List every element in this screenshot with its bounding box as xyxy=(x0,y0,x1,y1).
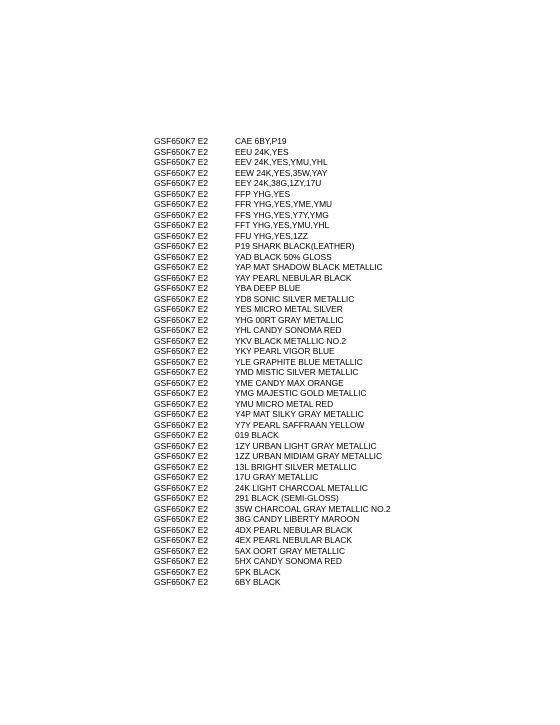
model-code: GSF650K7 E2 xyxy=(154,535,209,545)
color-description: 38G CANDY LIBERTY MAROON xyxy=(235,514,360,524)
color-description: YBA DEEP BLUE xyxy=(235,283,301,293)
list-item xyxy=(154,304,554,315)
model-code: GSF650K7 E2 xyxy=(154,346,209,356)
list-item xyxy=(154,577,554,588)
color-description: YAY PEARL NEBULAR BLACK xyxy=(235,272,352,283)
model-code: GSF650K7 E2 xyxy=(154,524,209,535)
color-description: FFP YHG,YES xyxy=(235,188,291,199)
model-code: GSF650K7 E2 xyxy=(154,388,209,398)
list-item xyxy=(154,231,554,242)
list-item xyxy=(154,325,554,336)
color-description: 4DX PEARL NEBULAR BLACK xyxy=(235,524,353,535)
model-code: GSF650K7 E2 xyxy=(154,167,209,178)
model-code: GSF650K7 E2 xyxy=(154,503,209,514)
list-item xyxy=(154,535,554,546)
color-description: 6BY BLACK xyxy=(235,577,281,587)
color-description: YME CANDY MAX ORANGE xyxy=(235,377,344,388)
model-code: GSF650K7 E2 xyxy=(154,241,209,251)
list-item xyxy=(154,315,554,326)
model-code: GSF650K7 E2 xyxy=(154,451,209,461)
color-description: 5PK BLACK xyxy=(235,566,281,577)
list-item xyxy=(154,514,554,525)
list-item xyxy=(154,252,554,263)
list-item xyxy=(154,525,554,536)
model-code: GSF650K7 E2 xyxy=(154,157,209,167)
model-code: GSF650K7 E2 xyxy=(154,146,209,157)
model-code: GSF650K7 E2 xyxy=(154,188,209,199)
list-item xyxy=(154,136,554,147)
list-item xyxy=(154,367,554,378)
model-code: GSF650K7 E2 xyxy=(154,178,209,188)
model-code: GSF650K7 E2 xyxy=(154,283,209,293)
list-item xyxy=(154,462,554,473)
model-code: GSF650K7 E2 xyxy=(154,230,209,241)
color-description: YKV BLACK METALLIC NO.2 xyxy=(235,335,347,346)
model-code: GSF650K7 E2 xyxy=(154,367,209,377)
list-item xyxy=(154,378,554,389)
list-item xyxy=(154,483,554,494)
list-item xyxy=(154,294,554,305)
list-item xyxy=(154,273,554,284)
model-code: GSF650K7 E2 xyxy=(154,262,209,272)
list-item xyxy=(154,178,554,189)
color-description: EEY 24K,38G,1ZY,17U xyxy=(235,178,322,188)
list-item xyxy=(154,157,554,168)
model-code: GSF650K7 E2 xyxy=(154,482,209,493)
color-description: 4EX PEARL NEBULAR BLACK xyxy=(235,535,352,545)
model-code: GSF650K7 E2 xyxy=(154,409,209,419)
color-description: 13L BRIGHT SILVER METALLIC xyxy=(235,461,357,472)
color-description: YHG 00RT GRAY METALLIC xyxy=(235,314,344,325)
color-description: 1ZZ URBAN MIDIAM GRAY METALLIC xyxy=(235,451,383,461)
color-description: P19 SHARK BLACK(LEATHER) xyxy=(235,241,355,251)
model-code: GSF650K7 E2 xyxy=(154,293,209,304)
color-description: 019 BLACK xyxy=(235,430,279,440)
color-description: YES MICRO METAL SILVER xyxy=(235,304,343,314)
model-code: GSF650K7 E2 xyxy=(154,472,209,482)
color-description: 5HX CANDY SONOMA RED xyxy=(235,556,342,566)
model-code: GSF650K7 E2 xyxy=(154,251,209,262)
model-code: GSF650K7 E2 xyxy=(154,314,209,325)
model-code: GSF650K7 E2 xyxy=(154,514,209,524)
list-item xyxy=(154,210,554,221)
color-description: 35W CHARCOAL GRAY METALLIC NO.2 xyxy=(235,503,391,514)
list-item xyxy=(154,399,554,410)
color-description: YAD BLACK 50% GLOSS xyxy=(235,251,332,262)
model-code: GSF650K7 E2 xyxy=(154,199,209,209)
model-code: GSF650K7 E2 xyxy=(154,220,209,230)
color-code-list xyxy=(154,136,554,588)
model-code: GSF650K7 E2 xyxy=(154,556,209,566)
list-item xyxy=(154,220,554,231)
color-description: YD8 SONIC SILVER METALLIC xyxy=(235,293,355,304)
model-code: GSF650K7 E2 xyxy=(154,419,209,430)
model-code: GSF650K7 E2 xyxy=(154,136,209,146)
color-description: 5AX OORT GRAY METALLIC xyxy=(235,545,345,556)
list-item xyxy=(154,189,554,200)
color-description: YMU MICRO METAL RED xyxy=(235,398,334,409)
color-description: Y4P MAT SILKY GRAY METALLIC xyxy=(235,409,364,419)
list-item xyxy=(154,420,554,431)
color-description: YKY PEARL VIGOR BLUE xyxy=(235,346,335,356)
model-code: GSF650K7 E2 xyxy=(154,461,209,472)
model-code: GSF650K7 E2 xyxy=(154,325,209,335)
list-item xyxy=(154,147,554,158)
color-description: FFS YHG,YES,Y7Y,YMG xyxy=(235,209,329,220)
list-item xyxy=(154,556,554,567)
model-code: GSF650K7 E2 xyxy=(154,545,209,556)
color-description: YAP MAT SHADOW BLACK METALLIC xyxy=(235,262,383,272)
color-description: EEV 24K,YES,YMU,YHL xyxy=(235,157,328,167)
color-description: 291 BLACK (SEMI-GLOSS) xyxy=(235,493,339,503)
color-description: 17U GRAY METALLIC xyxy=(235,472,319,482)
color-description: EEW 24K,YES,35W,YAY xyxy=(235,167,328,178)
list-item xyxy=(154,357,554,368)
model-code: GSF650K7 E2 xyxy=(154,377,209,388)
color-description: CAE 6BY,P19 xyxy=(235,136,287,146)
model-code: GSF650K7 E2 xyxy=(154,577,209,587)
model-code: GSF650K7 E2 xyxy=(154,304,209,314)
list-item xyxy=(154,346,554,357)
list-item xyxy=(154,430,554,441)
color-description: YHL CANDY SONOMA RED xyxy=(235,325,342,335)
list-item xyxy=(154,388,554,399)
list-item xyxy=(154,241,554,252)
model-code: GSF650K7 E2 xyxy=(154,566,209,577)
list-item xyxy=(154,472,554,483)
list-item xyxy=(154,493,554,504)
list-item xyxy=(154,441,554,452)
color-description: 1ZY URBAN LIGHT GRAY METALLIC xyxy=(235,440,377,451)
color-description: EEU 24K,YES xyxy=(235,146,289,157)
model-code: GSF650K7 E2 xyxy=(154,430,209,440)
list-item xyxy=(154,168,554,179)
model-code: GSF650K7 E2 xyxy=(154,398,209,409)
color-description: FFR YHG,YES,YME,YMU xyxy=(235,199,333,209)
color-description: FFU YHG,YES,1ZZ xyxy=(235,230,308,241)
list-item xyxy=(154,199,554,210)
model-code: GSF650K7 E2 xyxy=(154,209,209,220)
color-description: FFT YHG,YES,YMU,YHL xyxy=(235,220,330,230)
list-item xyxy=(154,546,554,557)
model-code: GSF650K7 E2 xyxy=(154,335,209,346)
list-item xyxy=(154,283,554,294)
model-code: GSF650K7 E2 xyxy=(154,440,209,451)
color-description: YMD MISTIC SILVER METALLIC xyxy=(235,367,359,377)
model-code: GSF650K7 E2 xyxy=(154,493,209,503)
list-item xyxy=(154,567,554,578)
color-description: 24K LIGHT CHARCOAL METALLIC xyxy=(235,482,368,493)
color-description: YLE GRAPHITE BLUE METALLIC xyxy=(235,356,363,367)
model-code: GSF650K7 E2 xyxy=(154,272,209,283)
color-description: Y7Y PEARL SAFFRAAN YELLOW xyxy=(235,419,365,430)
model-code: GSF650K7 E2 xyxy=(154,356,209,367)
color-description: YMG MAJESTIC GOLD METALLIC xyxy=(235,388,367,398)
list-item xyxy=(154,504,554,515)
list-item xyxy=(154,451,554,462)
list-item xyxy=(154,336,554,347)
list-item xyxy=(154,409,554,420)
list-item xyxy=(154,262,554,273)
